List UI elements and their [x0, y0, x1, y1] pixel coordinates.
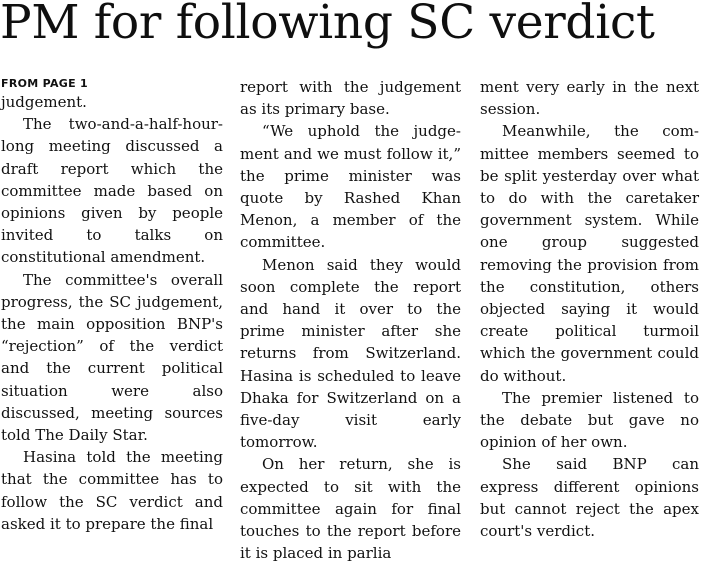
paragraph: The premier listened to the debate but gave no opinion of her own.: [480, 388, 699, 452]
continuation-kicker: FROM PAGE 1: [1, 77, 89, 90]
headline: PM for following SC verdict: [0, 0, 655, 50]
column-3: [480, 76, 699, 542]
paragraph: The committee's overall progress, the SC judgement, the main opposition BNP's “rejection” of the verdict and the current political situation were also discussed, meeting sources told The Daily Star.: [1, 270, 223, 445]
paragraph: The two-and-a-half-hour-long meeting discussed a draft report which the committee made based on opinions given by people invited to talks on constitutional amendment.: [1, 115, 223, 267]
paragraph: She said BNP can express different opinions but cannot reject the apex court's verdict.: [480, 455, 699, 541]
paragraph: report with the judgement as its primary base.: [240, 78, 461, 119]
paragraph: Menon said they would soon complete the report and hand it over to the prime minister after she returns from Switzerland. Hasina is scheduled to leave Dhaka for Switzerland on a five-day visit early tomorrow.: [240, 255, 461, 452]
paragraph: judgement.: [1, 93, 87, 111]
paragraph: “We uphold the judgement and we must follow it,” the prime minister was quote by Rashed Khan Menon, a member of the committee.: [240, 122, 461, 252]
column-1: [1, 75, 223, 535]
column-2: [240, 76, 461, 564]
paragraph: Meanwhile, the committee members seemed to be split yesterday over what to do with the caretaker government system. While one group suggested removing the provision from the constitution, others objected saying it would create political turmoil which the government could do without.: [480, 122, 699, 385]
paragraph: On her return, she is expected to sit with the committee again for final touches to the report before it is placed in parlia: [240, 455, 461, 563]
paragraph: ment very early in the next session.: [480, 78, 699, 119]
paragraph: Hasina told the meeting that the committee has to follow the SC verdict and asked it to prepare the final: [1, 448, 223, 533]
